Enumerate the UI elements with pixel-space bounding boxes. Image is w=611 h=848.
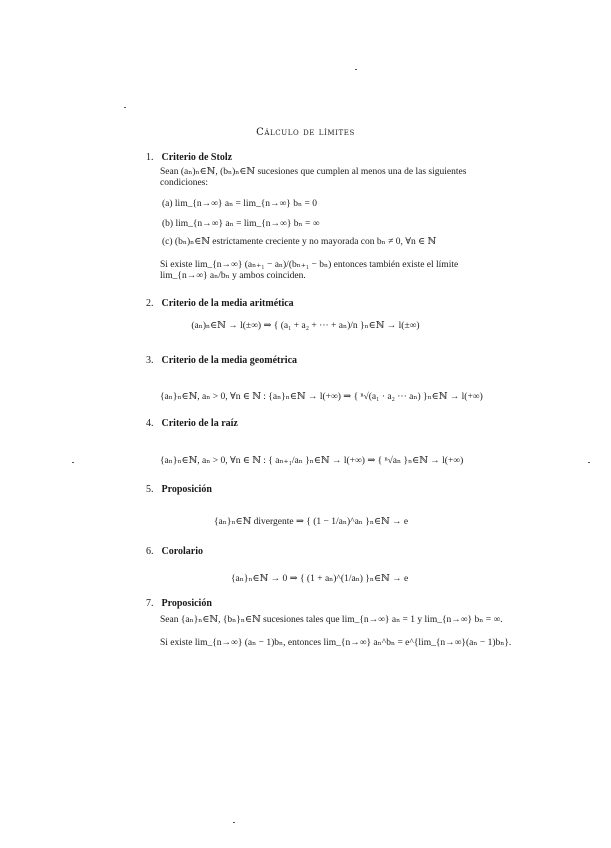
scan-speck [124, 107, 126, 108]
section-title: Criterio de la raíz [161, 418, 238, 429]
stolz-intro: Sean (aₙ)ₙ∈ℕ, (bₙ)ₙ∈ℕ sucesiones que cumplen al menos una de las siguientes condiciones: [160, 167, 467, 188]
stolz-condition-c: (c) (bₙ)ₙ∈ℕ estrictamente creciente y no mayorada con bₙ ≠ 0, ∀n ∈ ℕ [162, 237, 437, 247]
section-title: Proposición [161, 598, 212, 609]
geometric-mean-formula: {aₙ}ₙ∈ℕ, aₙ > 0, ∀n ∈ ℕ : {aₙ}ₙ∈ℕ → l(+∞) ⇒ { ⁿ√(a₁ · a₂ ··· aₙ) }ₙ∈ℕ → l(+∞) [160, 392, 483, 402]
section-3-heading [146, 355, 297, 366]
scan-speck [588, 462, 590, 463]
page-title: Cálculo de límites [256, 127, 355, 138]
proposition-7-line-2: Si existe lim_{n→∞} (aₙ − 1)bₙ, entonces lim_{n→∞} aₙ^bₙ = e^{lim_{n→∞}(aₙ − 1)bₙ}. [160, 638, 512, 648]
arithmetic-mean-formula: (aₙ)ₙ∈ℕ → l(±∞) ⇒ { (a₁ + a₂ + ··· + aₙ)/n }ₙ∈ℕ → l(±∞) [191, 321, 420, 331]
stolz-condition-b: (b) lim_{n→∞} aₙ = lim_{n→∞} bₙ = ∞ [162, 219, 320, 229]
section-title: Criterio de la media aritmética [161, 298, 294, 309]
section-number: 5. [146, 484, 154, 495]
section-title: Criterio de la media geométrica [161, 355, 298, 366]
proposition-5-formula: {aₙ}ₙ∈ℕ divergente ⇒ { (1 − 1/aₙ)^aₙ }ₙ∈ℕ → e [214, 517, 409, 527]
section-4-heading [146, 418, 238, 429]
section-5-heading [146, 484, 212, 495]
section-number: 1. [146, 152, 154, 163]
proposition-7-line-1: Sean {aₙ}ₙ∈ℕ, {bₙ}ₙ∈ℕ sucesiones tales que lim_{n→∞} aₙ = 1 y lim_{n→∞} bₙ = ∞. [160, 615, 503, 625]
stolz-condition-a: (a) lim_{n→∞} aₙ = lim_{n→∞} bₙ = 0 [162, 199, 317, 209]
section-title: Proposición [161, 484, 212, 495]
section-6-heading [146, 546, 203, 557]
section-1-heading [146, 152, 232, 163]
section-number: 6. [146, 546, 154, 557]
scan-speck [233, 822, 235, 823]
section-7-heading [146, 598, 212, 609]
stolz-conclusion: Si existe lim_{n→∞} (aₙ₊₁ − aₙ)/(bₙ₊₁ − bₙ) entonces también existe el límite lim_{n→∞} aₙ/bₙ y ambos coinciden. [160, 260, 459, 281]
section-number: 4. [146, 418, 154, 429]
section-title: Corolario [161, 546, 203, 557]
root-test-formula: {aₙ}ₙ∈ℕ, aₙ > 0, ∀n ∈ ℕ : { aₙ₊₁/aₙ }ₙ∈ℕ → l(+∞) ⇒ { ⁿ√aₙ }ₙ∈ℕ → l(+∞) [160, 456, 464, 466]
section-number: 2. [146, 298, 154, 309]
corollary-formula: {aₙ}ₙ∈ℕ → 0 ⇒ { (1 + aₙ)^(1/aₙ) }ₙ∈ℕ → e [231, 574, 409, 584]
scan-speck [355, 69, 357, 70]
scan-speck [72, 462, 74, 463]
section-number: 3. [146, 355, 154, 366]
section-2-heading [146, 298, 294, 309]
section-title: Criterio de Stolz [161, 152, 233, 163]
section-number: 7. [146, 598, 154, 609]
